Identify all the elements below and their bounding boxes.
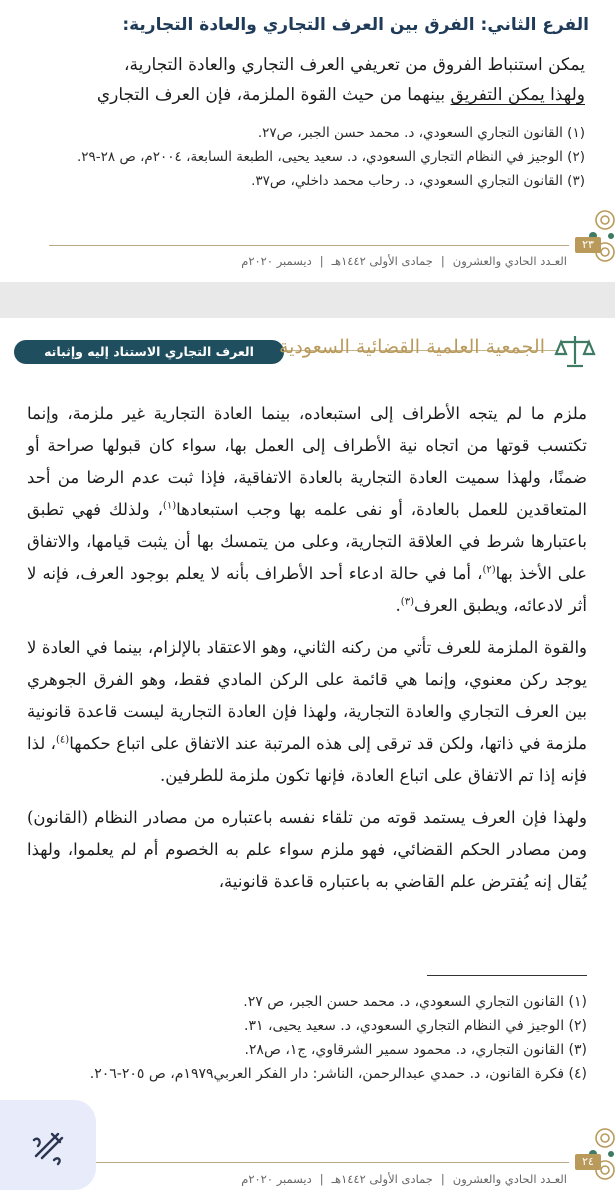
footer-divider (49, 1162, 569, 1163)
paragraph (27, 802, 587, 898)
footer-hijri-date: جمادى الأولى ١٤٤٢هـ (331, 1172, 433, 1186)
body-line-rest: بينهما من حيث القوة الملزمة، فإن العرف التجاري (96, 85, 451, 105)
running-header (14, 336, 284, 366)
paragraph (27, 398, 587, 622)
paragraph-text: والقوة الملزمة للعرف تأتي من ركنه الثاني، وهو الاعتقاد بالإلزام، بينما في العادة لا يوجد ركن معنوي، وإنما هي قائمة على الركن المادي فقط، وهو الفرق الجوهري بين العرف التجاري والعادة التجارية، ولهذا فإن العادة التجارية ليست قاعدة قانونية ملزمة في ذاتها، ولكن قد ترقى إلى هذه المرتبة عند الاتفاق على اتباع حكمها (27, 638, 587, 753)
paragraph-text: ، ولذلك فهي تطبق باعتبارها شرط في العلاقة التجارية، وعلى من يتمسك بها أن يثبت قيامها، والاتفاق على الأخذ بها (27, 500, 587, 583)
footnote-ref: (٣) (400, 596, 414, 608)
footer-issue: العـدد الحادي والعشرون (452, 254, 567, 268)
page-footer (42, 252, 567, 270)
footnotes-bottom (31, 990, 587, 1086)
paragraph-text: ، أما في حالة ادعاء أحد الأطراف بأنه لا يعلم بوجود العرف، فإنه لا أثر لادعائه، ويطبق العرف (27, 564, 587, 615)
footnotes-top (40, 122, 585, 194)
paragraph-text: . (395, 596, 401, 615)
page-number: ٢٤ (575, 1154, 601, 1170)
logo-text: الجمعية العلمية القضائية السعودية (278, 336, 545, 358)
body-text-top (30, 50, 585, 110)
footnote-ref: (٤) (56, 734, 70, 746)
body-line (30, 80, 585, 110)
page-gap (0, 282, 615, 318)
page-footer (42, 1170, 567, 1188)
footer-gregorian-date: ديسمبر ٢٠٢٠م (241, 254, 312, 268)
footnote-item: (١) القانون التجاري السعودي، د. محمد حسن الجبر، ص ٢٧. (243, 994, 587, 1010)
pencil-edit-icon (28, 1126, 68, 1166)
paragraph (27, 632, 587, 792)
footnote-ref: (١) (162, 500, 177, 512)
footnote-separator (427, 975, 587, 976)
footnote-item: (٢) الوجيز في النظام التجاري السعودي، د. سعيد يحيى، الطبعة السابعة، ٢٠٠٤م، ص ٢٨-٢٩. (76, 149, 585, 165)
section-title: الفرع الثاني: الفرق بين العرف التجاري والعادة التجارية: (122, 15, 589, 35)
footnote-item: (٢) الوجيز في النظام التجاري السعودي، د. سعيد يحيى، ٣١. (244, 1018, 587, 1034)
footnote-ref: (٢) (482, 564, 496, 576)
page-24 (0, 318, 615, 1200)
footnote-item: (٣) القانون التجاري، د. محمود سمير الشرقاوي، ج١، ص٢٨. (244, 1042, 587, 1058)
footnote-item: (١) القانون التجاري السعودي، د. محمد حسن الجبر، ص٢٧. (257, 125, 585, 141)
footer-hijri-date: جمادى الأولى ١٤٤٢هـ (331, 254, 433, 268)
footer-gregorian-date: ديسمبر ٢٠٢٠م (241, 1172, 312, 1186)
paragraph-text: ملزم ما لم يتجه الأطراف إلى استبعاده، بينما العادة التجارية غير ملزمة، وإنما تكتسب قوتها من اتجاه نية الأطراف إلى العمل بها، سواء كان قبولها صراحة أو ضمنًا، ولهذا سميت العادة التجارية بالعادة الاتفاقية، فإذا ثبت عدم الرضا من أحد المتعاقدين للعمل بالعادة، أو نفى علمه بها وجب استبعادها (27, 404, 587, 519)
underlined-phrase: ولهذا يمكن التفريق (450, 85, 585, 105)
footer-separator: | (440, 254, 445, 268)
footer-separator: | (319, 1172, 324, 1186)
footer-issue: العـدد الحادي والعشرون (452, 1172, 567, 1186)
running-header-title: العرف التجاري الاستناد إليه وإثباته (14, 340, 284, 364)
association-logo (278, 326, 597, 378)
body-line: يمكن استنباط الفروق من تعريفي العرف التجاري والعادة التجارية، (123, 55, 585, 75)
footer-separator: | (319, 254, 324, 268)
paragraph-text: ولهذا فإن العرف يستمد قوته من تلقاء نفسه باعتباره من مصادر النظام (القانون) ومن مصادر الحكم القضائي، فهو ملزم سواء علم به الخصوم أم لم يعلموا، ولهذا يُقال إنه يُفترض علم القاضي به باعتباره قاعدة قانونية، (27, 808, 587, 891)
scales-logo-icon (553, 330, 597, 374)
body-text-bottom (27, 398, 587, 908)
footer-divider (49, 245, 569, 246)
page-23 (0, 0, 615, 282)
page-number: ٢٣ (575, 237, 601, 253)
edit-fab-button[interactable] (0, 1100, 96, 1190)
footnote-item: (٤) فكرة القانون، د. حمدي عبدالرحمن، الناشر: دار الفكر العربي١٩٧٩م، ص ٢٠٥-٢٠٦. (89, 1066, 587, 1082)
footer-separator: | (440, 1172, 445, 1186)
paragraph-text: ، لذا فإنه إذا تم الاتفاق على اتباع العادة، فإنها تكون ملزمة للطرفين. (27, 734, 587, 785)
footnote-item: (٣) القانون التجاري السعودي، د. رحاب محمد داخلي، ص٣٧. (251, 173, 585, 189)
